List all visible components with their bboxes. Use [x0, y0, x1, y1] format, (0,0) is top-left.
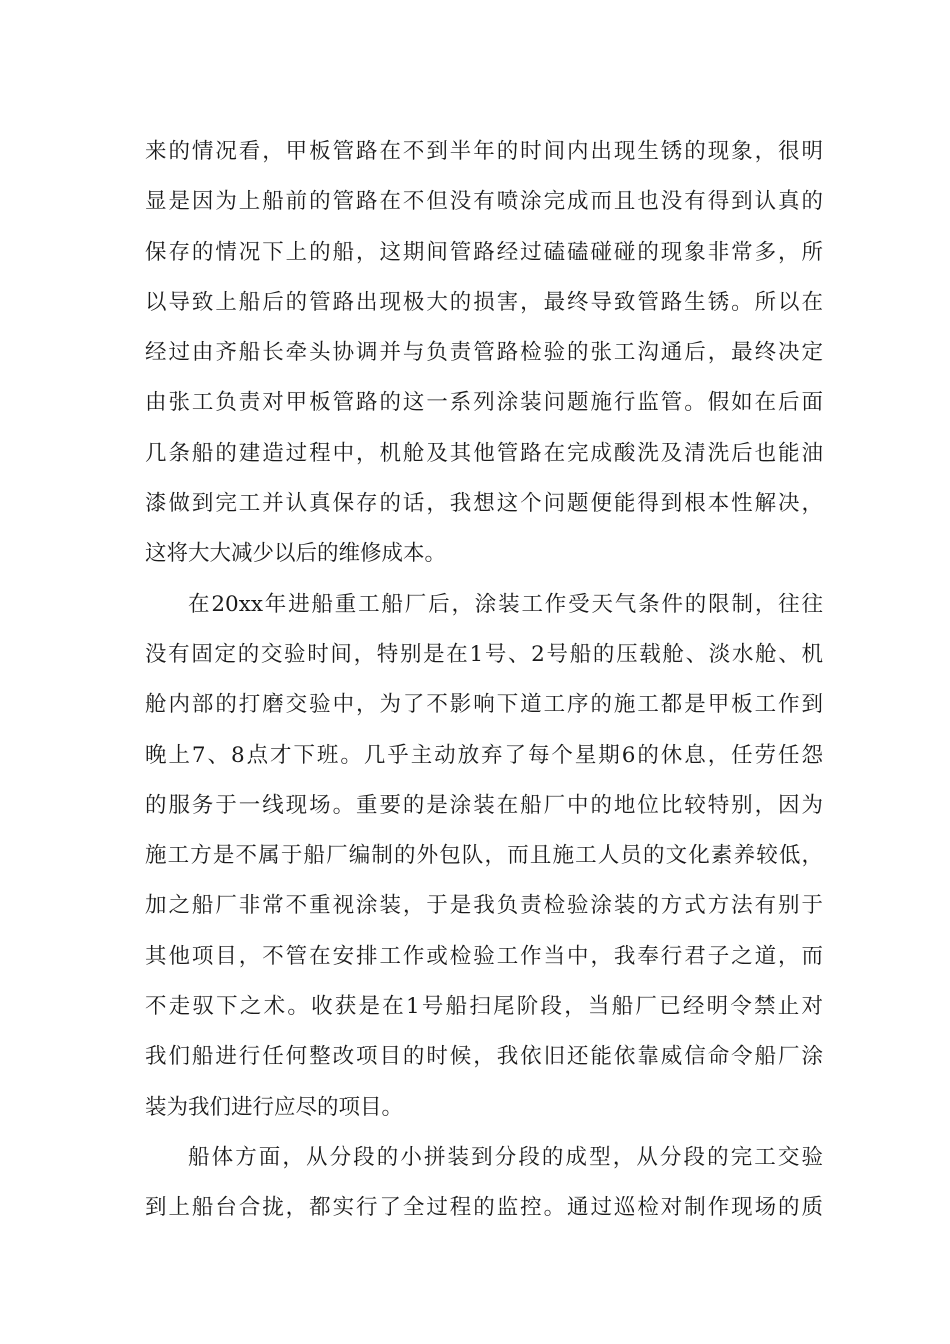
text-line: 显是因为上船前的管路在不但没有喷涂完成而且也没有得到认真的	[145, 189, 823, 215]
text-line: 晚上7、8点才下班。几乎主动放弃了每个星期6的休息，任劳任怨	[145, 742, 823, 768]
text-line: 不走驭下之术。收获是在1号船扫尾阶段，当船厂已经明令禁止对	[145, 994, 823, 1020]
text-line: 来的情况看，甲板管路在不到半年的时间内出现生锈的现象，很明	[145, 139, 823, 164]
text-line: 我们船进行任何整改项目的时候，我依旧还能依靠威信命令船厂涂	[145, 1044, 823, 1070]
text-line: 漆做到完工并认真保存的话，我想这个问题便能得到根本性解决，	[145, 491, 823, 517]
paragraph-2	[145, 580, 823, 1133]
text-line: 到上船台合拢，都实行了全过程的监控。通过巡检对制作现场的质	[145, 1195, 823, 1221]
text-line: 装为我们进行应尽的项目。	[145, 1094, 404, 1120]
document-body	[145, 127, 823, 1234]
text-line: 加之船厂非常不重视涂装，于是我负责检验涂装的方式方法有别于	[145, 893, 823, 919]
text-line: 由张工负责对甲板管路的这一系列涂装问题施行监管。假如在后面	[145, 390, 823, 416]
paragraph-1	[145, 127, 823, 580]
text-line: 施工方是不属于船厂编制的外包队，而且施工人员的文化素养较低，	[145, 843, 823, 869]
text-line: 舱内部的打磨交验中，为了不影响下道工序的施工都是甲板工作到	[145, 692, 823, 718]
text-line: 的服务于一线现场。重要的是涂装在船厂中的地位比较特别，因为	[145, 792, 823, 818]
text-line: 船体方面，从分段的小拼装到分段的成型，从分段的完工交验	[188, 1144, 823, 1170]
text-line: 在20xx年进船重工船厂后，涂装工作受天气条件的限制，往往	[188, 591, 823, 617]
text-line: 其他项目，不管在安排工作或检验工作当中，我奉行君子之道，而	[145, 943, 823, 969]
text-line: 没有固定的交验时间，特别是在1号、2号船的压载舱、淡水舱、机	[145, 641, 823, 667]
text-line: 以导致上船后的管路出现极大的损害，最终导致管路生锈。所以在	[145, 289, 823, 315]
paragraph-3	[145, 1133, 823, 1234]
text-line: 经过由齐船长牵头协调并与负责管路检验的张工沟通后，最终决定	[145, 340, 823, 366]
text-line: 这将大大减少以后的维修成本。	[145, 541, 447, 567]
text-line: 几条船的建造过程中，机舱及其他管路在完成酸洗及清洗后也能油	[145, 440, 823, 466]
text-line: 保存的情况下上的船，这期间管路经过磕磕碰碰的现象非常多，所	[145, 239, 823, 265]
